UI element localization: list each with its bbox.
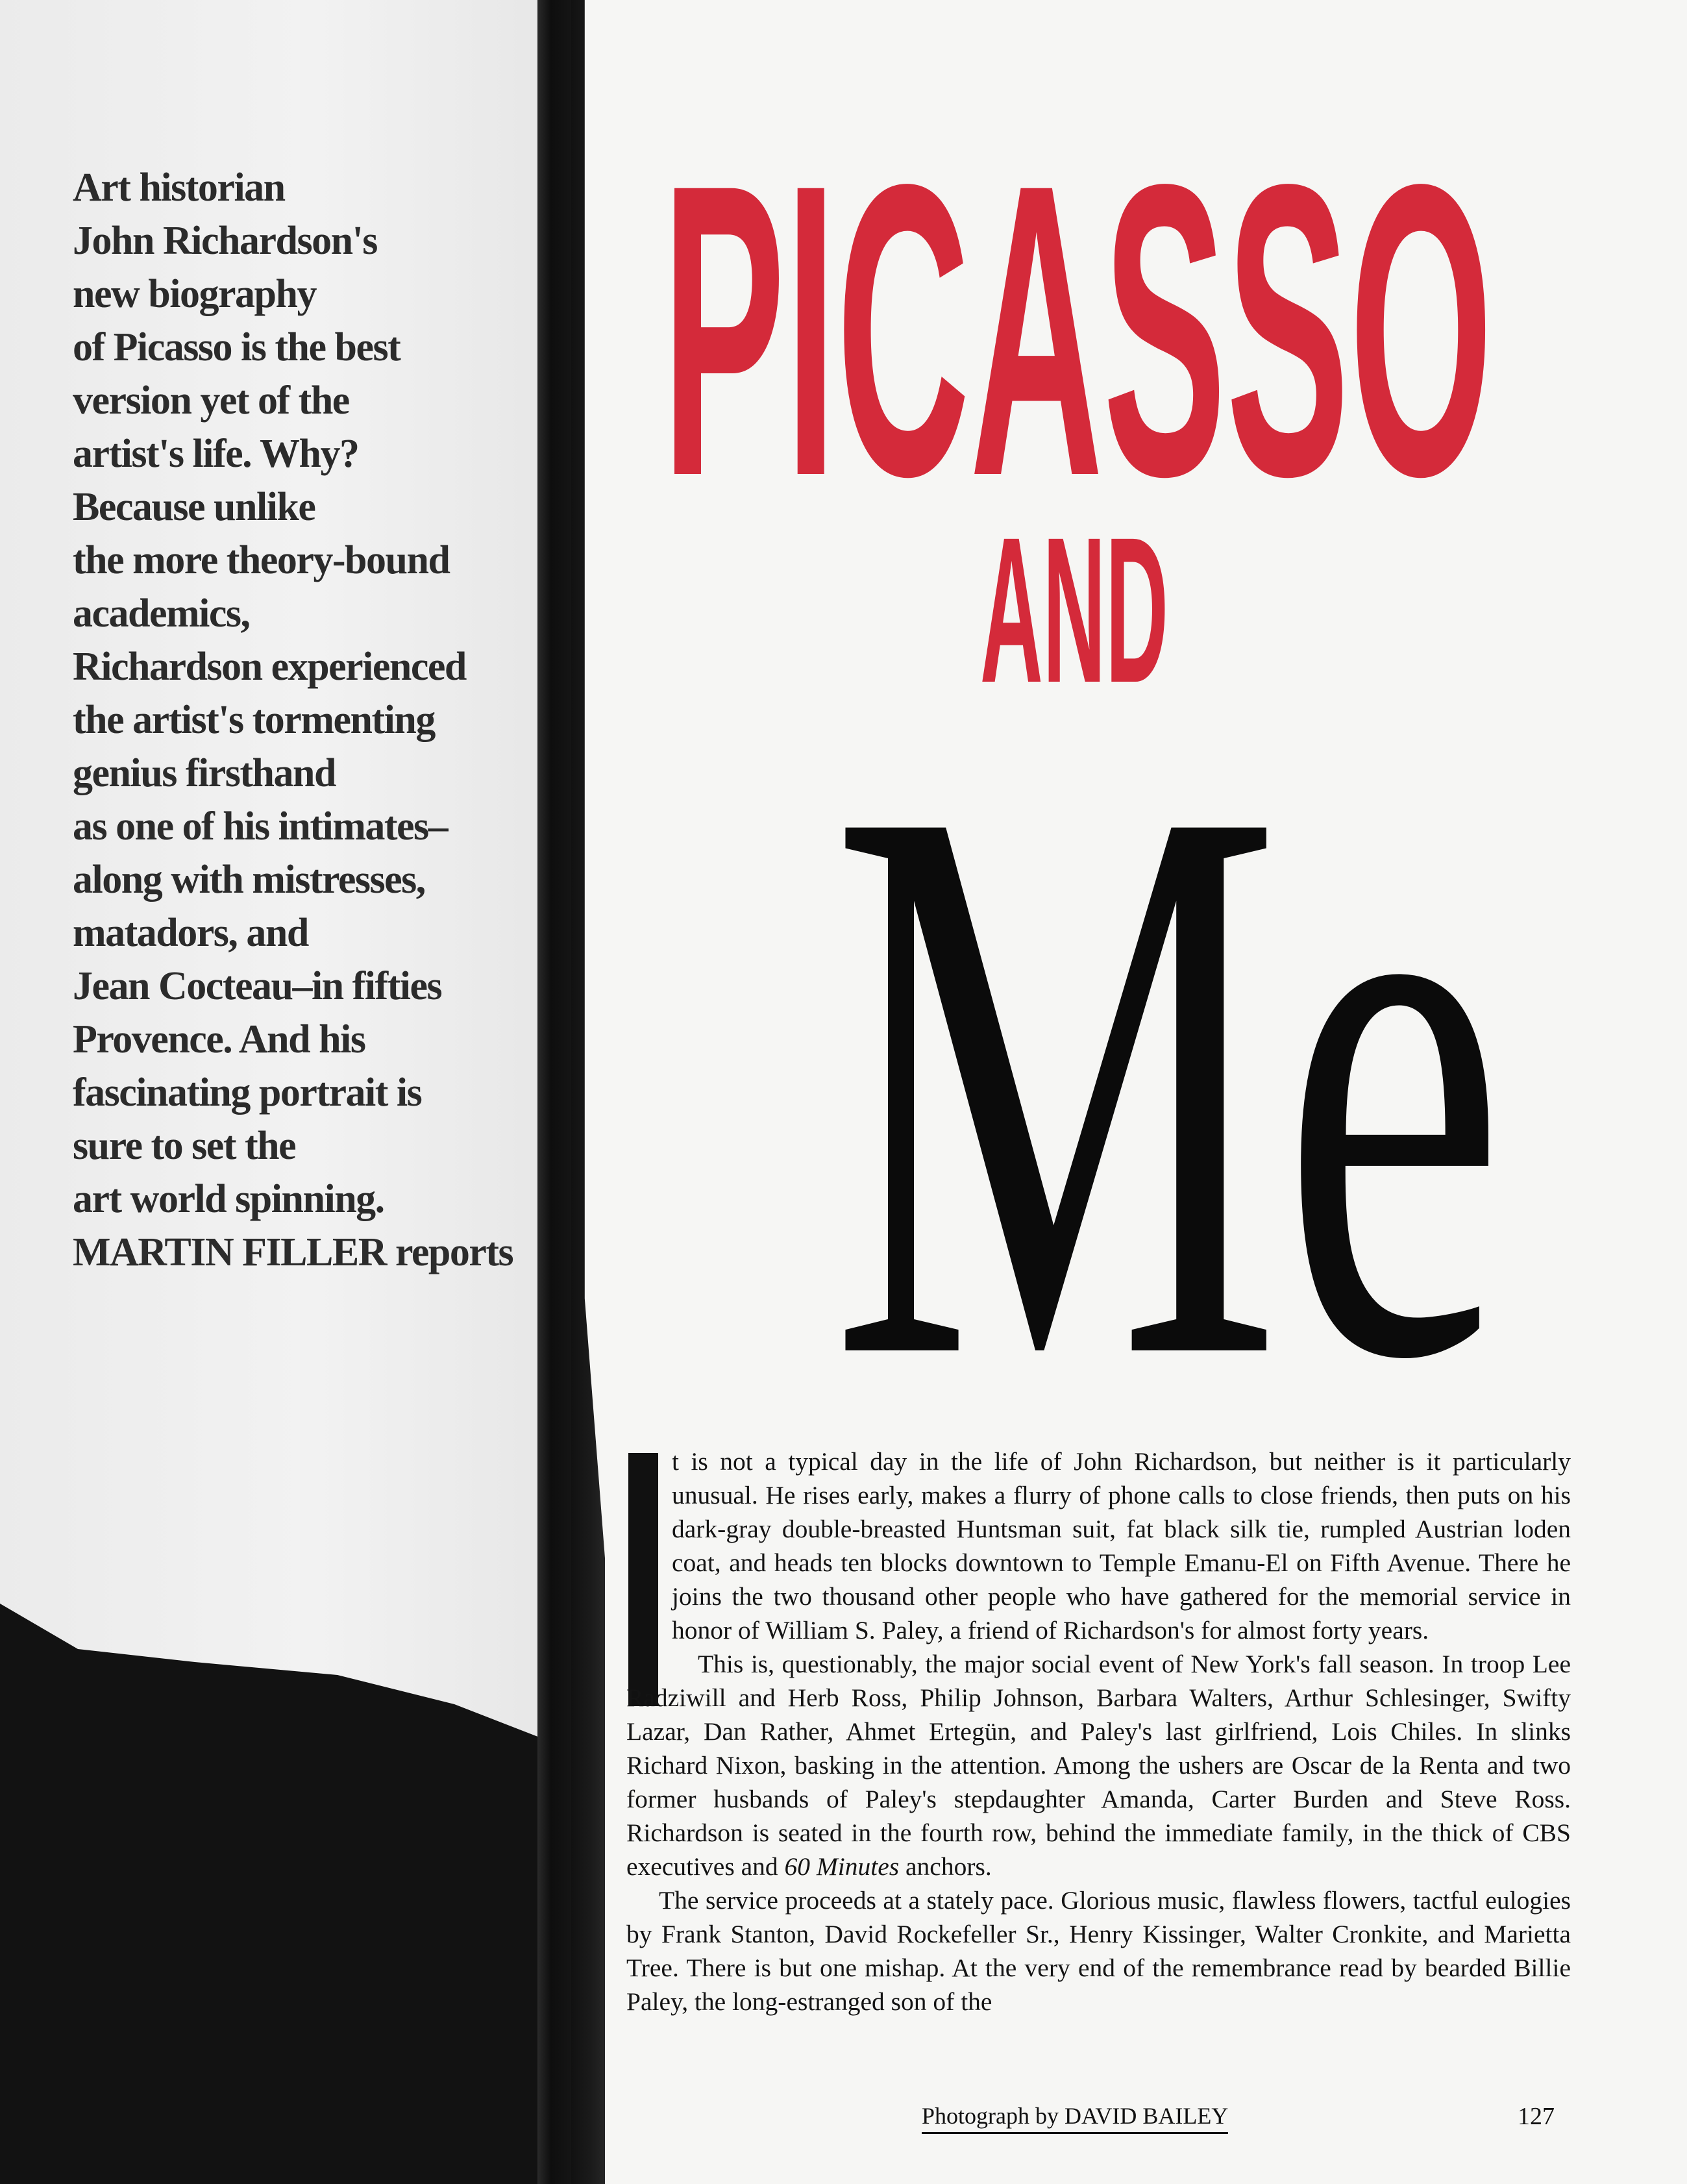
deck-line: matadors, and [73,911,308,955]
deck-line: fascinating portrait is [73,1071,422,1115]
deck-line: new biography [73,272,316,316]
headline-line-2: AND [980,493,1168,726]
deck-line: Art historian [73,166,285,210]
headline-line-1: PICASSO [662,98,1493,562]
deck-line: as one of his intimates– [73,804,448,849]
headline-me [824,639,1512,1524]
deck-line: Because unlike [73,485,315,529]
deck-line: the more theory-bound [73,538,450,582]
deck-line: artist's life. Why? [73,432,359,476]
deck-line: Richardson experienced [73,645,466,689]
article-body [626,1445,1571,2018]
deck-line: academics, [73,591,250,636]
photo-credit: Photograph by DAVID BAILEY [922,2102,1228,2134]
deck-text [73,161,553,1279]
paragraph-3: The service proceeds at a stately pace. Glorious music, flawless flowers, tactful eulogies by Frank Stanton, David Rockefeller Sr., Henry Kissinger, Walter Cronkite, and Marietta Tree. There is but one mishap. At the very end of the remembrance read by bearded Billie Paley, the long-estranged son of the [626,1886,1571,2016]
deck-line: Jean Cocteau–in fifties [73,964,442,1008]
deck-line: art world spinning. [73,1177,384,1221]
deck-line: genius firsthand [73,751,336,795]
deck-line: version yet of the [73,378,349,423]
deck-line: John Richardson's [73,219,377,263]
paragraph-1: t is not a typical day in the life of John Richardson, but neither is it particularly unusual. He rises early, makes a flurry of phone calls to close friends, then puts on his dark-gray double-breasted Huntsman suit, fat black silk tie, rumpled Austrian loden coat, and heads ten blocks downtown to Temple Emanu-El on Fifth Avenue. There he joins the two thousand other people who have gathered for the memorial service in honor of William S. Paley, a friend of Richardson's for almost forty years. [672,1447,1571,1644]
deck-line: Provence. And his [73,1017,365,1061]
headline-picasso [656,98,1499,562]
paragraph-2-end: anchors. [905,1852,992,1881]
paragraph-2 [626,1647,1571,1883]
paragraph-2-italic: 60 Minutes [784,1852,900,1881]
deck-line: along with mistresses, [73,858,425,902]
deck-line: of Picasso is the best [73,325,400,369]
headline-line-3: Me [831,639,1506,1524]
deck-line: the artist's tormenting [73,698,435,742]
deck-line: sure to set the [73,1124,296,1168]
photo-fold-shadow [571,0,605,2184]
photograph-panel [0,0,571,2184]
paragraph-2-text: This is, questionably, the major social event of New York's fall season. In troop Lee Radziwill and Herb Ross, Philip Johnson, Barbara Walters, Arthur Schlesinger, Swifty Lazar, Dan Rather, Ahmet Ertegün, and Paley's last girlfriend, Lois Chiles. In slinks Richard Nixon, basking in the attention. Among the ushers are Oscar de la Renta and two former husbands of Paley's stepdaughter Amanda, Carter Burden and Steve Ross. Richardson is seated in the fourth row, behind the immediate family, in the thick of CBS executives and [626,1650,1571,1881]
page-number: 127 [1518,2103,1555,2130]
deck-line: MARTIN FILLER reports [73,1230,513,1274]
